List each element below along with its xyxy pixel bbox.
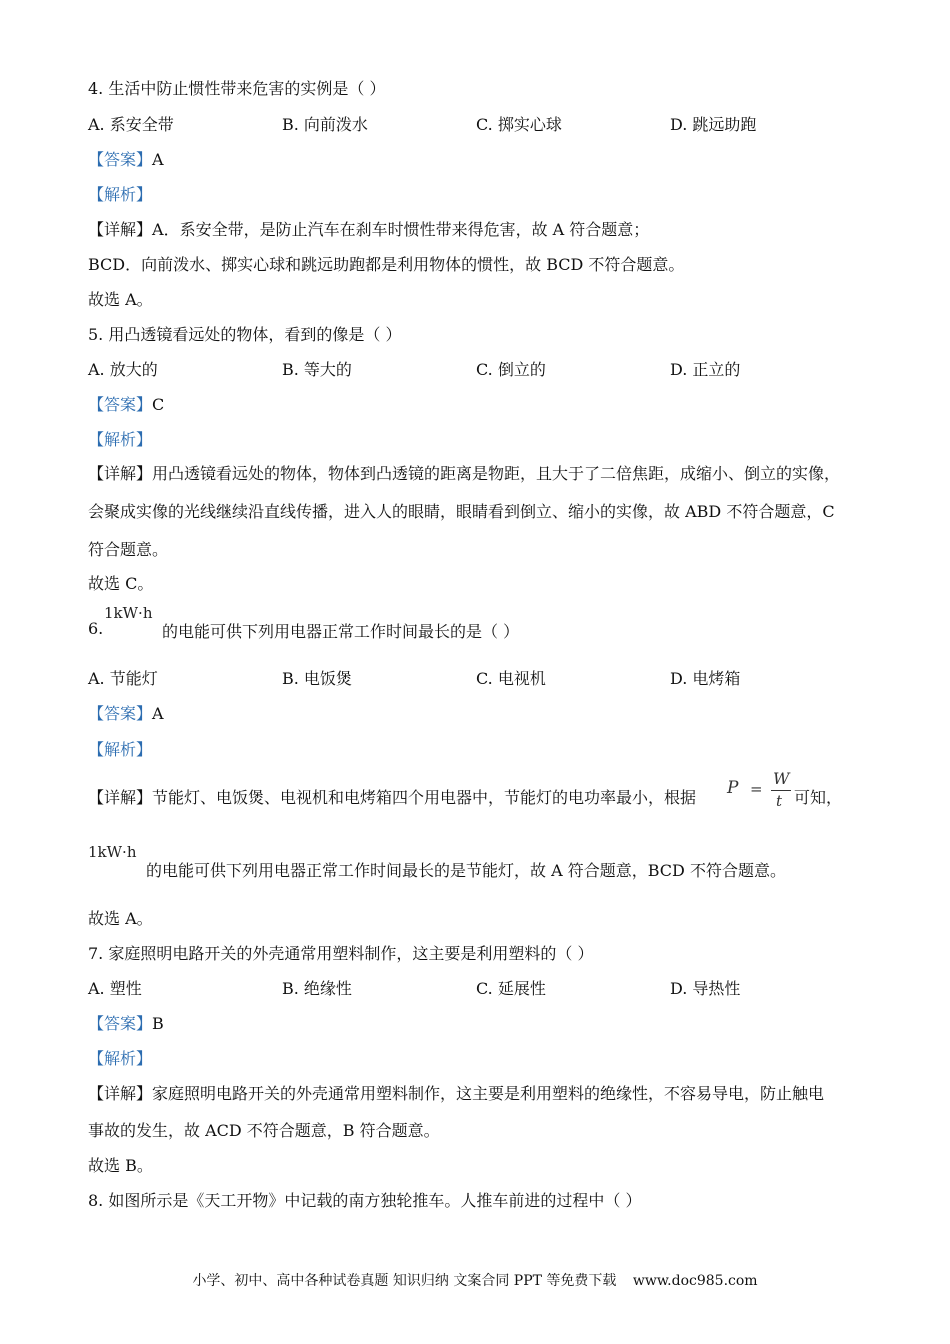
q7-answer bbox=[88, 1011, 164, 1034]
detail-text: A．系安全带，是防止汽车在刹车时惯性带来得危害，故 A 符合题意； bbox=[152, 220, 650, 239]
q5-detail-line-3: 符合题意。 bbox=[88, 540, 169, 559]
detail-label: 【详解】 bbox=[88, 788, 153, 807]
q7-detail-line-2: 事故的发生，故 ACD 不符合题意，B 符合题意。 bbox=[88, 1121, 440, 1140]
q5-option-b: B. 等大的 bbox=[282, 360, 352, 379]
detail-text: 节能灯、电饭煲、电视机和电烤箱四个用电器中，节能灯的电功率最小，根据 bbox=[152, 788, 697, 807]
q5-stem: 5. 用凸透镜看远处的物体，看到的像是（ ） bbox=[88, 325, 402, 344]
answer-value: A bbox=[152, 150, 164, 169]
page-footer bbox=[0, 1270, 950, 1290]
q6-option-c: C. 电视机 bbox=[476, 669, 546, 688]
q8-stem: 8. 如图所示是《天工开物》中记载的南方独轮推车。人推车前进的过程中（ ） bbox=[88, 1191, 642, 1210]
detail-text: 用凸透镜看远处的物体，物体到凸透镜的距离是物距，且大于了二倍焦距，成缩小、倒立的实像， bbox=[152, 464, 841, 483]
q4-option-c: C. 掷实心球 bbox=[476, 115, 562, 134]
detail-label: 【详解】 bbox=[88, 220, 153, 239]
answer-label: 【答案】 bbox=[88, 395, 153, 414]
answer-value: B bbox=[152, 1014, 164, 1033]
q6-option-a: A. 节能灯 bbox=[88, 669, 158, 688]
q4-analysis-label: 【解析】 bbox=[88, 185, 153, 204]
answer-value: A bbox=[152, 704, 164, 723]
q6-option-b: B. 电饭煲 bbox=[282, 669, 352, 688]
q4-detail-line-1 bbox=[88, 217, 649, 240]
formula-denominator: t bbox=[776, 792, 783, 810]
q4-conclusion: 故选 A。 bbox=[88, 290, 153, 309]
q4-detail-line-2: BCD．向前泼水、掷实心球和跳远助跑都是利用物体的惯性，故 BCD 不符合题意。 bbox=[88, 255, 685, 274]
q7-option-c: C. 延展性 bbox=[476, 979, 546, 998]
q6-detail-line-1 bbox=[88, 785, 696, 808]
q7-option-a: A. 塑性 bbox=[88, 979, 142, 998]
footer-text: 小学、初中、高中各种试卷真题 知识归纳 文案合同 PPT 等免费下载 bbox=[192, 1273, 617, 1289]
q7-option-b: B. 绝缘性 bbox=[282, 979, 352, 998]
q4-option-a: A. 系安全带 bbox=[88, 115, 174, 134]
formula-numerator: W bbox=[773, 769, 790, 788]
q5-answer bbox=[88, 392, 164, 415]
q7-analysis-label: 【解析】 bbox=[88, 1049, 153, 1068]
q6-unit-formula: 1kW·h bbox=[104, 604, 153, 622]
answer-value: C bbox=[152, 395, 165, 414]
q5-option-c: C. 倒立的 bbox=[476, 360, 546, 379]
answer-label: 【答案】 bbox=[88, 704, 153, 723]
q5-detail-line-1 bbox=[88, 461, 840, 484]
formula-p: P bbox=[727, 778, 739, 798]
fraction-bar bbox=[771, 790, 791, 791]
q6-detail-unit-formula: 1kW·h bbox=[88, 843, 137, 861]
q7-conclusion: 故选 B。 bbox=[88, 1156, 153, 1175]
q6-conclusion: 故选 A。 bbox=[88, 909, 153, 928]
answer-label: 【答案】 bbox=[88, 150, 153, 169]
q4-answer bbox=[88, 147, 164, 170]
q6-stem: 的电能可供下列用电器正常工作时间最长的是（ ） bbox=[162, 622, 520, 641]
detail-label: 【详解】 bbox=[88, 1084, 153, 1103]
answer-label: 【答案】 bbox=[88, 1014, 153, 1033]
q4-option-d: D. 跳远助跑 bbox=[670, 115, 757, 134]
q4-option-b: B. 向前泼水 bbox=[282, 115, 368, 134]
formula-equals: = bbox=[750, 780, 763, 798]
q5-conclusion: 故选 C。 bbox=[88, 574, 154, 593]
detail-text: 家庭照明电路开关的外壳通常用塑料制作，这主要是利用塑料的绝缘性，不容易导电，防止触电 bbox=[152, 1084, 825, 1103]
q6-analysis-label: 【解析】 bbox=[88, 740, 153, 759]
q6-number: 6. bbox=[88, 619, 104, 638]
q6-option-d: D. 电烤箱 bbox=[670, 669, 741, 688]
q5-analysis-label: 【解析】 bbox=[88, 430, 153, 449]
q6-answer bbox=[88, 701, 164, 724]
q7-option-d: D. 导热性 bbox=[670, 979, 741, 998]
q6-detail-line-1-end: 可知， bbox=[794, 788, 843, 807]
detail-label: 【详解】 bbox=[88, 464, 153, 483]
q7-stem: 7. 家庭照明电路开关的外壳通常用塑料制作，这主要是利用塑料的（ ） bbox=[88, 944, 594, 963]
q5-option-a: A. 放大的 bbox=[88, 360, 158, 379]
q6-detail-line-2: 的电能可供下列用电器正常工作时间最长的是节能灯，故 A 符合题意，BCD 不符合题意。 bbox=[146, 861, 786, 880]
footer-link[interactable]: www.doc985.com bbox=[632, 1273, 758, 1289]
q5-option-d: D. 正立的 bbox=[670, 360, 741, 379]
q5-detail-line-2: 会聚成实像的光线继续沿直线传播，进入人的眼睛，眼睛看到倒立、缩小的实像，故 ABD 不符合题意，C bbox=[88, 502, 835, 521]
q4-stem: 4. 生活中防止惯性带来危害的实例是（ ） bbox=[88, 79, 386, 98]
q7-detail-line-1 bbox=[88, 1081, 824, 1104]
